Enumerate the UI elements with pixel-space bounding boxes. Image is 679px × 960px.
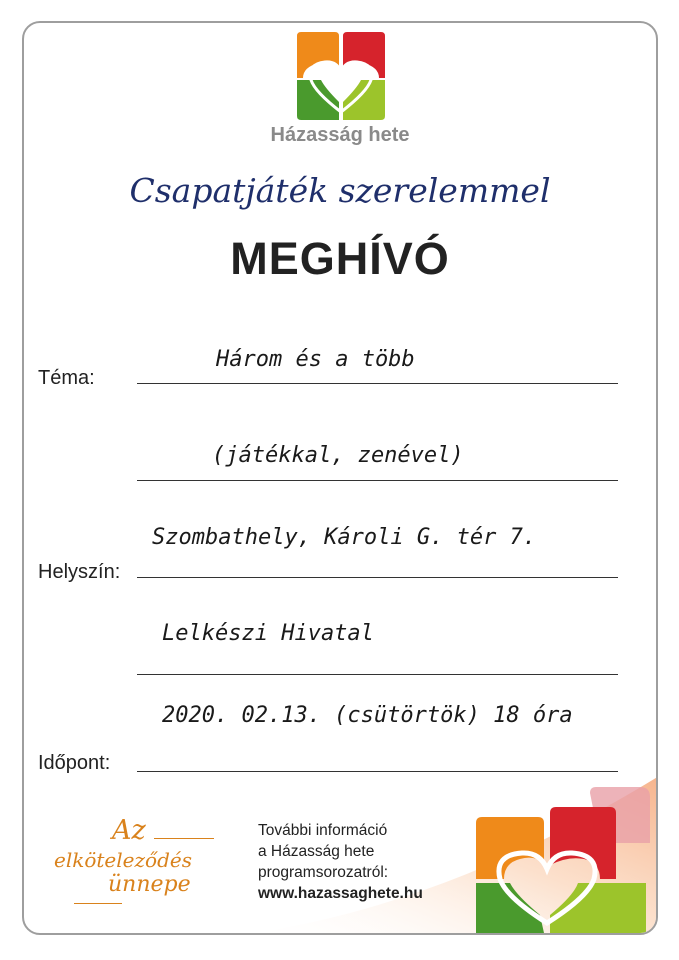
hazassag-hete-logo-icon xyxy=(295,30,387,122)
helyszin-line1 xyxy=(137,577,618,578)
info-line3: programsorozatról: xyxy=(258,864,389,881)
invitation-card xyxy=(22,21,658,935)
hazassag-hete-logo-large-icon xyxy=(450,783,658,933)
helyszin-value-line2: Lelkészi Hivatal xyxy=(162,621,374,646)
slogan-rule-top xyxy=(154,838,214,839)
idopont-label: Időpont: xyxy=(38,752,111,774)
helyszin-line2 xyxy=(137,674,618,675)
info-block xyxy=(258,820,458,904)
slogan-line3: ünnepe xyxy=(108,872,191,897)
tema-line1 xyxy=(137,383,618,384)
idopont-value: 2020. 02.13. (csütörtök) 18 óra xyxy=(162,703,573,728)
slogan-line1: Az xyxy=(112,815,146,846)
brand-name: Házasság hete xyxy=(270,124,410,146)
helyszin-label: Helyszín: xyxy=(38,561,121,583)
tema-value-line1: Három és a több xyxy=(216,347,415,372)
website-link[interactable]: www.hazassaghete.hu xyxy=(258,885,423,902)
tema-line2 xyxy=(137,480,618,481)
slogan-line2: elköteleződés xyxy=(54,848,192,872)
page-title: MEGHÍVÓ xyxy=(230,233,450,284)
slogan-rule-bottom xyxy=(74,903,122,904)
tema-label: Téma: xyxy=(38,367,95,389)
helyszin-value-line1: Szombathely, Károli G. tér 7. xyxy=(152,525,537,550)
slogan xyxy=(54,815,244,897)
subtitle: Csapatjáték szerelemmel xyxy=(129,171,551,210)
tema-value-line2: (játékkal, zenével) xyxy=(212,443,464,468)
info-line2: a Házasság hete xyxy=(258,843,375,860)
info-line1: További információ xyxy=(258,822,388,839)
